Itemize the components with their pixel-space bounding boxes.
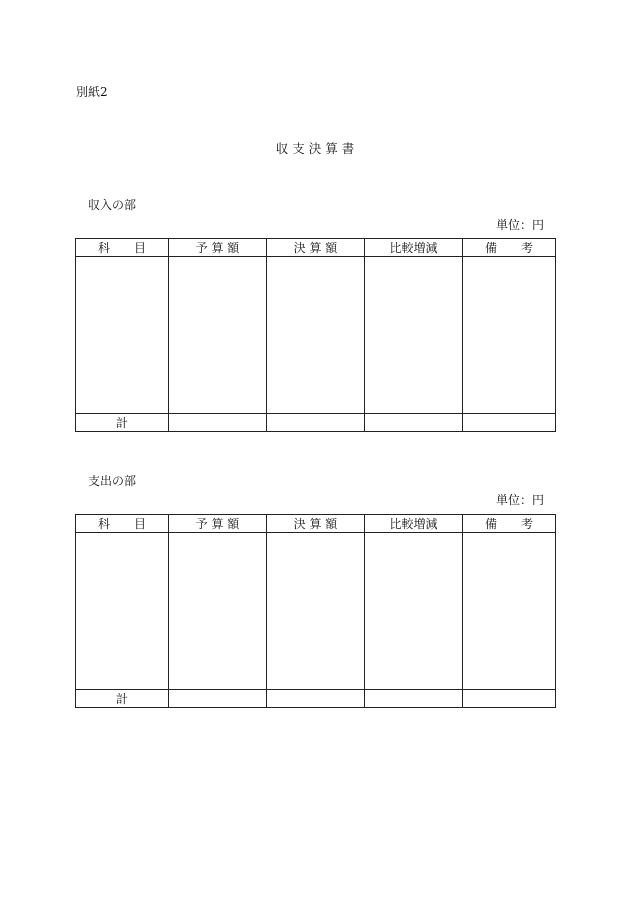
income-budget-cell	[169, 257, 267, 414]
expense-entry-row	[76, 533, 556, 690]
income-total-difference-cell	[365, 414, 463, 432]
income-actual-cell	[267, 257, 365, 414]
column-header-budget: 予 算 額	[169, 515, 267, 533]
expense-total-budget-cell	[169, 690, 267, 708]
column-header-difference: 比較増減	[365, 239, 463, 257]
expense-table	[75, 514, 556, 708]
expense-total-label: 計	[76, 690, 169, 708]
income-header-row	[76, 239, 556, 257]
expense-header-row	[76, 515, 556, 533]
column-header-remarks: 備 考	[463, 239, 556, 257]
column-header-item: 科 目	[76, 239, 169, 257]
income-total-actual-cell	[267, 414, 365, 432]
column-header-item: 科 目	[76, 515, 169, 533]
expense-item-cell	[76, 533, 169, 690]
income-unit-label: 単位：円	[495, 218, 544, 232]
income-item-cell	[76, 257, 169, 414]
column-header-budget: 予 算 額	[169, 239, 267, 257]
expense-total-row	[76, 690, 556, 708]
expense-section-heading: 支出の部	[88, 474, 137, 488]
income-total-label: 計	[76, 414, 169, 432]
column-header-remarks: 備 考	[463, 515, 556, 533]
expense-unit-label: 単位：円	[495, 493, 544, 507]
expense-difference-cell	[365, 533, 463, 690]
expense-actual-cell	[267, 533, 365, 690]
expense-remarks-cell	[463, 533, 556, 690]
column-header-actual: 決 算 額	[267, 515, 365, 533]
income-total-remarks-cell	[463, 414, 556, 432]
expense-total-actual-cell	[267, 690, 365, 708]
income-remarks-cell	[463, 257, 556, 414]
income-total-budget-cell	[169, 414, 267, 432]
income-entry-row	[76, 257, 556, 414]
income-section-heading: 収入の部	[88, 198, 137, 212]
column-header-actual: 決 算 額	[267, 239, 365, 257]
document-title: 収 支 決 算 書	[275, 141, 355, 156]
income-total-row	[76, 414, 556, 432]
expense-total-difference-cell	[365, 690, 463, 708]
expense-budget-cell	[169, 533, 267, 690]
income-difference-cell	[365, 257, 463, 414]
column-header-difference: 比較増減	[365, 515, 463, 533]
attachment-label: 別紙2	[76, 85, 108, 99]
expense-total-remarks-cell	[463, 690, 556, 708]
income-table	[75, 238, 556, 432]
